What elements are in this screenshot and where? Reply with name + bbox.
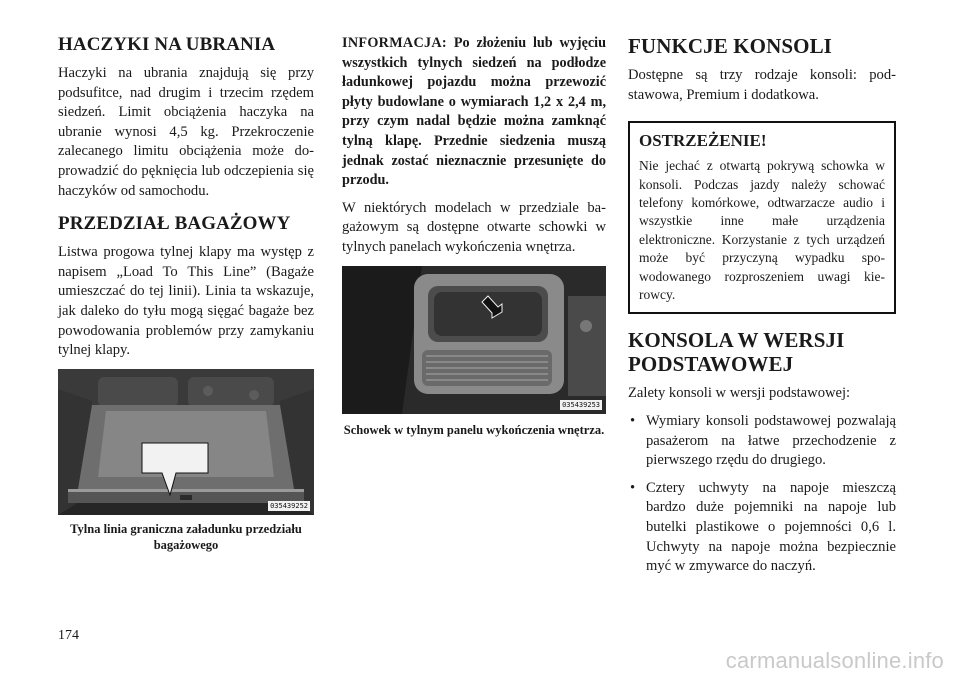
bullet-marker: •: [630, 479, 636, 496]
right-column: [628, 34, 896, 585]
storage-bins-paragraph: W niektórych modelach w przedziale bagażowym są dostępne otwarte schowki w tylnych panelach wykończenia wnętrza.: [342, 199, 606, 255]
watermark: carmanualsonline.info: [725, 648, 944, 673]
info-note-label: INFORMACJA:: [342, 35, 447, 51]
section-heading-clothes-hooks: HACZYKI NA UBRANIA: [58, 34, 276, 55]
bullet-marker: •: [630, 413, 636, 430]
warning-text: Nie jechać z otwartą pokrywą schowka w konsoli. Podczas jazdy należy schować telefony komórkowe, odtwarzacze audio i wszystkie inne małe urządzenia elektroniczne. Korzystanie z tych urządzeń może być przyczyną wypadku spowodowanego rozproszeniem uwagi kierowcy.: [639, 158, 885, 303]
figure-id: 035439252: [270, 501, 308, 510]
left-column: [58, 34, 314, 553]
list-item-text: Cztery uchwyty na napoje mieszczą bardzo duże pojemniki na napoje lub butelki plastikowe o pojemności 0,6 l. Uchwyty na napoje można bezpiecznie myć w zmywarce do naczyń.: [646, 479, 896, 575]
info-note-body: Po złożeniu lub wyjęciu wszystkich tylnych siedzeń na podłodze ładunkowej pojazdu można przewozić płyty budowlane o wymiarach 1,2 x 2,4 m, przy czym nadal będzie można zamknąć tylną klapę. Przednie siedzenia muszą jednak zostać nieznacznie przesunięte do przodu.: [342, 35, 607, 189]
console-types-paragraph: Dostępne są trzy rodzaje konsoli: podstawowa, Premium i dodatkowa.: [628, 67, 896, 103]
figure-caption: Tylna linia graniczna załadunku przedziału bagażowego: [70, 521, 302, 552]
list-item-text: Wymiary konsoli podstawowej pozwalają pasażerom na łatwe przechodzenie z pierwszego rzędu do drugiego.: [646, 413, 896, 469]
info-note: [342, 34, 606, 191]
section-heading-console-features: FUNKCJE KONSOLI: [628, 34, 832, 58]
section-heading-base-console: KONSOLA W WERSJI PODSTAWOWEJ: [628, 328, 845, 377]
middle-column: [342, 34, 606, 438]
warning-box: [628, 121, 896, 314]
page-number: 174: [58, 628, 79, 643]
warning-title: OSTRZEŻENIE!: [639, 131, 767, 151]
storage-bin-image: [342, 266, 606, 414]
figure-id: 035439253: [562, 400, 600, 409]
list-item: [628, 479, 896, 577]
figure-caption: Schowek w tylnym panelu wykończenia wnętrza.: [343, 422, 605, 437]
cargo-area-image: [58, 369, 314, 515]
trim-storage-illustration: [342, 266, 606, 414]
clothes-hooks-paragraph: Haczyki na ubrania znajdują się przy podsufitce, nad drugim i trzecim rzędem siedzeń. Limit obciążenia haczyka na ubranie wynosi 4,5 kg. Przekroczenie zalecanego limitu obciążenia może doprowadzić do pęknięcia lub odczepienia się haczyków od samochodu.: [58, 65, 314, 199]
base-console-intro: Zalety konsoli w wersji podstawowej:: [628, 385, 851, 402]
list-item: [628, 412, 896, 471]
cargo-load-line-illustration: [58, 369, 314, 515]
section-heading-cargo-area: PRZEDZIAŁ BAGAŻOWY: [58, 213, 291, 235]
cargo-area-paragraph: Listwa progowa tylnej klapy ma występ z napisem „Load To This Line” (Bagaże umieszczać do tej linii). Linia ta wskazuje, jak daleko do tyłu mogą sięgać bagaże bez powodowania problemów przy zamykaniu tylnej klapy.: [58, 244, 314, 359]
base-console-features-list: [628, 412, 896, 577]
